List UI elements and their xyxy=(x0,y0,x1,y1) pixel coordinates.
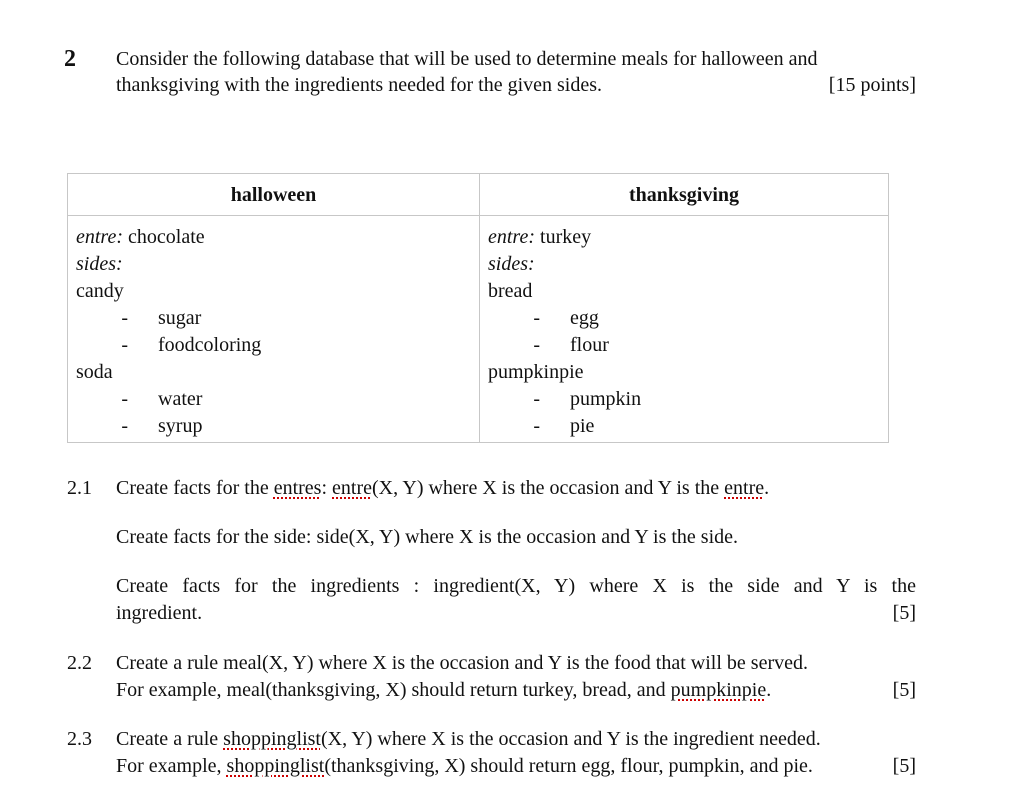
header-thanksgiving: thanksgiving xyxy=(480,174,889,216)
meal-rule-line1: Create a rule meal(X, Y) where X is the occasion and Y is the food that will be served. xyxy=(116,652,808,674)
shoppinglist-rule-line2: For example, shoppinglist(thanksgiving, X) should return egg, flour, pumpkin, and pie. xyxy=(116,755,813,777)
entre-value: turkey xyxy=(535,226,592,248)
subquestion-2-3 xyxy=(67,726,917,786)
side-name: bread xyxy=(488,280,533,302)
ingredient-item: - sugar xyxy=(121,307,202,329)
question-line-1: Consider the following database that will be used to determine meals for halloween and xyxy=(116,48,818,70)
question-number: 2 xyxy=(64,46,76,72)
ingredient-item: - flour xyxy=(533,334,609,356)
side-name: soda xyxy=(76,361,113,383)
ingredient-item: - egg xyxy=(533,307,599,329)
shoppinglist-rule-line1: Create a rule shoppinglist(X, Y) where X is the occasion and Y is the ingredient needed. xyxy=(116,728,821,750)
question-line-2: thanksgiving with the ingredients needed for the given sides. xyxy=(116,74,603,96)
database-table xyxy=(67,173,889,443)
subquestion-points: [5] xyxy=(892,602,916,624)
instruction-ingredients-line2: ingredient. xyxy=(116,602,203,624)
question-points: [15 points] xyxy=(828,74,916,96)
entre-label: entre: xyxy=(76,226,124,248)
question-text xyxy=(116,46,916,98)
ingredient-item: - pie xyxy=(533,415,595,437)
ingredient-item: - water xyxy=(121,388,203,410)
instruction-entres: Create facts for the entres: entre(X, Y) where X is the occasion and Y is the entre. xyxy=(116,477,770,499)
subquestion-number: 2.2 xyxy=(67,652,92,674)
subquestion-points: [5] xyxy=(892,679,916,701)
halloween-cell xyxy=(68,216,480,443)
header-halloween: halloween xyxy=(68,174,480,216)
meal-rule-line2: For example, meal(thanksgiving, X) should return turkey, bread, and pumpkinpie. xyxy=(116,679,772,701)
subquestion-2-2 xyxy=(67,650,917,710)
thanksgiving-cell xyxy=(480,216,889,443)
side-name: candy xyxy=(76,280,124,302)
subquestion-number: 2.1 xyxy=(67,477,92,499)
sides-label: sides: xyxy=(76,253,123,275)
entre-value: chocolate xyxy=(123,226,205,248)
instruction-ingredients-line1: Create facts for the ingredients : ingredient(X, Y) where X is the side and Y is the xyxy=(116,575,916,597)
instruction-sides: Create facts for the side: side(X, Y) where X is the occasion and Y is the side. xyxy=(116,526,739,548)
side-name: pumpkinpie xyxy=(488,361,584,383)
subquestion-2-1 xyxy=(67,475,917,625)
entre-label: entre: xyxy=(488,226,536,248)
ingredient-item: - syrup xyxy=(121,415,203,437)
subquestion-points: [5] xyxy=(892,755,916,777)
sides-label: sides: xyxy=(488,253,535,275)
ingredient-item: - foodcoloring xyxy=(121,334,262,356)
ingredient-item: - pumpkin xyxy=(533,388,642,410)
subquestion-number: 2.3 xyxy=(67,728,92,750)
